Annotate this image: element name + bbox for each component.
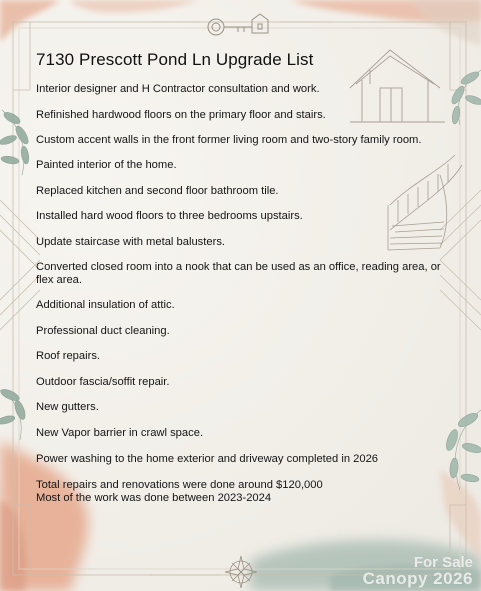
summary-total: Total repairs and renovations were done around $120,000 [36,479,323,491]
listing-watermark [363,555,473,587]
summary-dates: Most of the work was done between 2023-2024 [36,491,272,504]
list-item: Update staircase with metal balusters. [36,236,226,248]
list-item: New Vapor barrier in crawl space. [36,427,204,439]
list-item: Additional insulation of attic. [36,299,175,311]
list-item: Professional duct cleaning. [36,325,170,337]
list-item: Painted interior of the home. [36,159,177,171]
list-item: Custom accent walls in the front former living room and two-story family room. [36,134,422,146]
page-title: 7130 Prescott Pond Ln Upgrade List [36,50,314,69]
leaf-branch-icon [0,110,30,440]
watermark-line-2: Canopy 2026 [362,569,473,588]
list-item: Interior designer and H Contractor consultation and work. [36,83,320,95]
list-item: Refinished hardwood floors on the primary floor and stairs. [36,109,326,121]
list-item: Roof repairs. [36,350,101,362]
list-item: Power washing to the home exterior and driveway completed in 2026 [36,453,379,465]
summary-block [36,479,456,504]
list-item: Outdoor fascia/soffit repair. [36,376,170,388]
list-item: New gutters. [36,401,99,413]
key-house-icon [208,14,268,35]
list-item: Installed hard wood floors to three bedrooms upstairs. [36,210,303,222]
list-item: Converted closed room into a nook that can be used as an office, reading area, or flex area. [36,261,441,286]
watermark-line-1: For Sale [413,554,473,571]
list-item: Replaced kitchen and second floor bathroom tile. [36,185,279,197]
watercolor-top-right [290,0,481,45]
